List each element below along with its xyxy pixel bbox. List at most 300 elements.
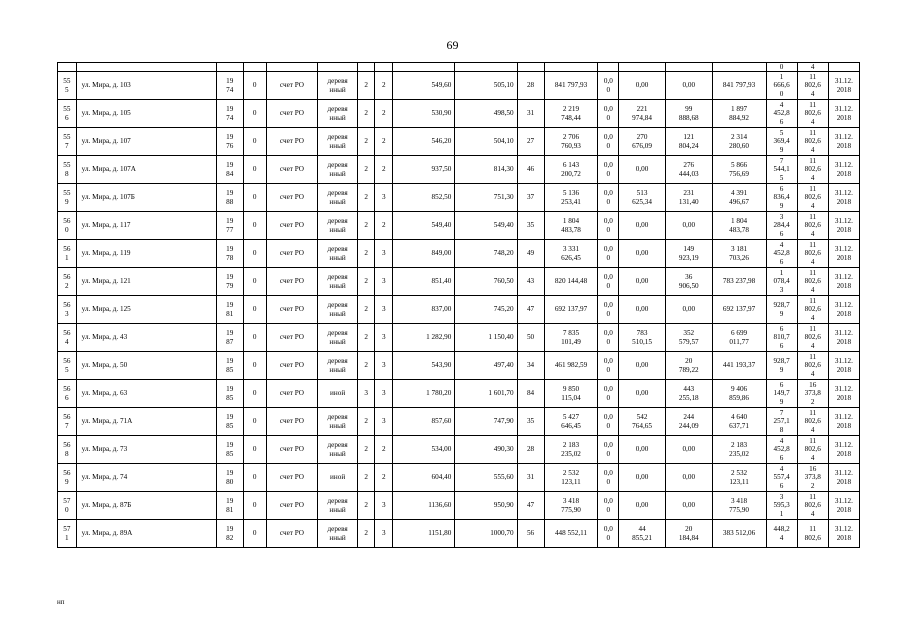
cell-deadline-line: 31.12. xyxy=(834,273,853,282)
cell-fund-remainder xyxy=(712,520,766,548)
cell-year-line: 87 xyxy=(226,337,234,346)
cell-max-cost xyxy=(797,156,828,184)
cell-residents: 31 xyxy=(517,464,544,492)
cell-year-line: 85 xyxy=(226,449,234,458)
cell-specific-cost-line: 4 xyxy=(779,100,784,109)
cell-owners-share xyxy=(665,268,712,296)
cell-budget-share-line: 0,00 xyxy=(635,389,649,398)
cell-fund-share xyxy=(598,240,619,268)
cell-specific-cost xyxy=(766,492,797,520)
cell-total-cost: 820 144,48 xyxy=(544,268,598,296)
table-row xyxy=(58,184,860,212)
cell-fund-share-line: 0,0 xyxy=(603,245,613,254)
cell-specific-cost-line: 8 xyxy=(779,425,784,434)
cell-owners-share-line: 0,00 xyxy=(682,473,696,482)
cell-total-cost: 461 982,59 xyxy=(544,352,598,380)
cell-number-line: 9 xyxy=(65,197,69,206)
cell-fund-share xyxy=(598,296,619,324)
cell-wall-material xyxy=(318,520,357,548)
cell-deadline xyxy=(828,100,859,128)
cell-specific-cost-line: 9 xyxy=(779,309,784,318)
cell-code: 0 xyxy=(243,100,266,128)
cell-max-cost xyxy=(797,380,828,408)
cell-address: ул. Мира, д. 103 xyxy=(76,72,216,100)
cell-owners-share-line: 244,09 xyxy=(678,421,699,430)
cell-total-cost: 692 137,97 xyxy=(544,296,598,324)
cell-wall-material xyxy=(318,212,357,240)
cell-number-line: 55 xyxy=(63,133,71,142)
cell-max-cost xyxy=(797,184,828,212)
cell-residents: 84 xyxy=(517,380,544,408)
cell-max-cost-line: 4 xyxy=(810,369,815,378)
cell-number-line: 57 xyxy=(63,497,71,506)
cell-total-cost-line: 3 331 xyxy=(562,245,580,254)
cell-fund: счет РО xyxy=(266,520,318,548)
cell-residents: 47 xyxy=(517,296,544,324)
cell-max-cost-line: 802,6 xyxy=(804,333,821,342)
cell-total-cost-line: 7 835 xyxy=(562,329,580,338)
cell-code: 0 xyxy=(243,212,266,240)
cell-fund: счет РО xyxy=(266,212,318,240)
cell-year-line: 19 xyxy=(226,273,234,282)
cell-entrances: 2 xyxy=(375,156,393,184)
cell-year-line: 19 xyxy=(226,469,234,478)
cell-living-area: 745,20 xyxy=(455,296,517,324)
cell-owners-share xyxy=(665,324,712,352)
cell-year-line: 74 xyxy=(226,113,234,122)
cell-living-area: 490,30 xyxy=(455,436,517,464)
cell-fund-remainder-line: 783 237,98 xyxy=(722,277,756,286)
cell-specific-cost-line: 4 xyxy=(779,533,784,542)
table-row xyxy=(58,128,860,156)
cell-code: 0 xyxy=(243,436,266,464)
table-row xyxy=(58,268,860,296)
cell-year-line: 81 xyxy=(226,309,234,318)
cell-number-line: 56 xyxy=(63,329,71,338)
cell-specific-cost-line: 9 xyxy=(779,397,784,406)
cell-fund-share-line: 0,0 xyxy=(603,441,613,450)
cell-total-cost-line: 646,45 xyxy=(561,421,581,430)
cell-fund-share-line: 0,0 xyxy=(603,385,613,394)
cell-max-cost-line: 802,6 xyxy=(804,137,821,146)
cell-fund-share xyxy=(598,128,619,156)
cell-deadline-line: 31.12. xyxy=(834,105,853,114)
cell-floors: 2 xyxy=(357,408,375,436)
cell-year-line: 19 xyxy=(226,525,234,534)
cell-total-cost-line: 2 219 xyxy=(562,105,580,114)
cell-wall-material-line: нный xyxy=(329,449,346,458)
cell-floors: 2 xyxy=(357,100,375,128)
cell-owners-share-line: 443 xyxy=(683,385,695,394)
cell-total-cost-line: 115,04 xyxy=(561,393,581,402)
cell-max-cost-line: 11 xyxy=(809,352,817,361)
cell-deadline-line: 31.12. xyxy=(834,77,853,86)
cell-max-cost-line: 4 xyxy=(810,509,815,518)
cell-wall-material-line: деревя xyxy=(327,441,348,450)
cell-max-cost-line: 802,6 xyxy=(804,361,821,370)
cell-budget-share-line: 44 xyxy=(638,525,646,534)
cell-wall-material-line: деревя xyxy=(327,413,348,422)
cell-year-line: 82 xyxy=(226,533,234,542)
cell-total-cost-line: 626,45 xyxy=(561,253,581,262)
cell-fund-share-line: 0,0 xyxy=(603,105,613,114)
cell-floors: 2 xyxy=(357,184,375,212)
cell-living-area: 1 601,70 xyxy=(455,380,517,408)
cell-wall-material-line: деревя xyxy=(327,77,348,86)
cell-total-area: 1 282,90 xyxy=(393,324,455,352)
cell-specific-cost xyxy=(766,408,797,436)
cell-total-cost xyxy=(544,240,598,268)
cell-budget-share xyxy=(619,268,666,296)
cell-specific-cost xyxy=(766,72,797,100)
cell-max-cost-line: 802,6 xyxy=(804,277,821,286)
cell-max-cost-line: 4 xyxy=(810,341,815,350)
cell-deadline-line: 2018 xyxy=(836,505,852,514)
cell-number-line: 56 xyxy=(63,413,71,422)
cell-fund-remainder-line: 280,60 xyxy=(729,141,749,150)
cell-budget-share xyxy=(619,100,666,128)
cell-specific-cost-line: 4 xyxy=(779,240,784,249)
cell-number xyxy=(58,492,77,520)
table-row xyxy=(58,72,860,100)
cell-fund-remainder-line: 6 699 xyxy=(730,329,748,338)
cell-specific-cost-line: 810,7 xyxy=(773,333,790,342)
cell-wall-material-line: деревя xyxy=(327,105,348,114)
cell-wall-material-line: нный xyxy=(329,169,346,178)
cell-owners-share-line: 923,19 xyxy=(678,253,699,262)
cell-fund-share-line: 0,0 xyxy=(603,77,613,86)
cell-total-cost: 841 797,93 xyxy=(544,72,598,100)
cell-max-cost-line: 4 xyxy=(810,117,815,126)
cell-owners-share xyxy=(665,296,712,324)
cell-number-line: 8 xyxy=(65,449,69,458)
cell-fund-share-line: 0 xyxy=(606,477,611,486)
cell-owners-share xyxy=(665,492,712,520)
cell-total-cost-line: 9 850 xyxy=(562,385,580,394)
cell-max-cost xyxy=(797,72,828,100)
cell-wall-material xyxy=(318,380,357,408)
cell-total-area: 530,90 xyxy=(393,100,455,128)
cell-wall-material-line: деревя xyxy=(327,357,348,366)
cell-fund-remainder xyxy=(712,352,766,380)
cell-total-cost-line: 3 418 xyxy=(562,497,580,506)
cell-budget-share xyxy=(619,464,666,492)
cell-number-line: 4 xyxy=(65,337,69,346)
cell-entrances: 3 xyxy=(375,520,393,548)
cell-owners-share xyxy=(665,212,712,240)
cell-specific-cost-line: 595,3 xyxy=(773,501,790,510)
cell-number xyxy=(58,352,77,380)
cell-total-cost xyxy=(544,436,598,464)
cell-budget-share-line: 0,00 xyxy=(635,277,649,286)
cell-budget-share xyxy=(619,380,666,408)
cell-number xyxy=(58,380,77,408)
cell-specific-cost-line: 3 xyxy=(779,212,784,221)
cell-max-cost-line: 4 xyxy=(810,285,815,294)
cell-specific-cost xyxy=(766,380,797,408)
cell-deadline-line: 2018 xyxy=(836,281,852,290)
cell-owners-share xyxy=(665,100,712,128)
cell-number-line: 56 xyxy=(63,245,71,254)
cell-residents: 35 xyxy=(517,212,544,240)
cell-budget-share-line: 676,09 xyxy=(632,141,652,150)
cell-owners-share xyxy=(665,520,712,548)
cell-max-cost-line: 11 xyxy=(809,212,817,221)
cell-budget-share-line: 0,00 xyxy=(635,81,649,90)
cell-number-line: 56 xyxy=(63,385,71,394)
cell-wall-material-line: нный xyxy=(329,505,346,514)
cell-year-line: 19 xyxy=(226,105,234,114)
cell-deadline-line: 2018 xyxy=(836,421,852,430)
cell-number xyxy=(58,156,77,184)
cell-code: 0 xyxy=(243,520,266,548)
cell-budget-share xyxy=(619,352,666,380)
cell-wall-material-line: деревя xyxy=(327,329,348,338)
cell-fund-remainder xyxy=(712,212,766,240)
cell-deadline xyxy=(828,352,859,380)
cell-deadline xyxy=(828,268,859,296)
cell-year xyxy=(216,436,243,464)
cell-fund-share xyxy=(598,184,619,212)
cell-fund-share-line: 0 xyxy=(606,141,611,150)
cell-deadline-line: 2018 xyxy=(836,309,852,318)
cell-living-area: 555,60 xyxy=(455,464,517,492)
cell-year xyxy=(216,128,243,156)
cell-specific-cost-line: 6 xyxy=(779,117,784,126)
cell-floors: 2 xyxy=(357,268,375,296)
cell-total-cost xyxy=(544,464,598,492)
cell-fund: счет РО xyxy=(266,240,318,268)
cell-entrances: 3 xyxy=(375,296,393,324)
cell-max-cost-line: 373,8 xyxy=(804,389,821,398)
cell-wall-material xyxy=(318,128,357,156)
cell-wall-material xyxy=(318,184,357,212)
cell-fund-remainder-line: 692 137,97 xyxy=(722,305,756,314)
cell-year-line: 77 xyxy=(226,225,234,234)
cell-fund-share xyxy=(598,324,619,352)
cell-year-line: 19 xyxy=(226,413,234,422)
cell-total-cost-line: 775,90 xyxy=(561,505,581,514)
cell-wall-material-line: нный xyxy=(329,309,346,318)
cell-fund-share-line: 0 xyxy=(606,113,611,122)
cell-wall-material xyxy=(318,268,357,296)
cell-fund-remainder-line: 637,71 xyxy=(729,421,749,430)
cell-deadline-line: 2018 xyxy=(836,365,852,374)
cell-total-cost xyxy=(544,184,598,212)
cell-entrances: 2 xyxy=(375,128,393,156)
cell-budget-share xyxy=(619,72,666,100)
cell-year xyxy=(216,492,243,520)
cell-fund-share xyxy=(598,408,619,436)
cell-fund-remainder-line: 383 512,06 xyxy=(722,529,756,538)
cell-budget-share-line: 974,84 xyxy=(632,113,652,122)
cell-specific-cost xyxy=(766,100,797,128)
cell-deadline xyxy=(828,72,859,100)
cell-number-line: 5 xyxy=(65,85,69,94)
cell-fund-share-line: 0 xyxy=(606,505,611,514)
cell-living-area: 504,10 xyxy=(455,128,517,156)
cell-year-line: 19 xyxy=(226,385,234,394)
cell-fund-remainder xyxy=(712,240,766,268)
cell-fund-remainder-line: 4 391 xyxy=(730,189,748,198)
cell-budget-share-line: 0,00 xyxy=(635,249,649,258)
cell-deadline-line: 31.12. xyxy=(834,329,853,338)
cell-deadline-line: 2018 xyxy=(836,393,852,402)
cell-deadline-line: 2018 xyxy=(836,225,852,234)
cell-total-cost xyxy=(544,492,598,520)
cell-year xyxy=(216,212,243,240)
cell-fund-share-line: 0,0 xyxy=(603,273,613,282)
cell-owners-share-line: 231 xyxy=(683,189,695,198)
cell-specific-cost-line: 452,8 xyxy=(773,249,790,258)
cell-max-cost-line: 4 xyxy=(810,145,815,154)
cell-owners-share-line: 36 xyxy=(685,273,693,282)
cell-fund-remainder-line: 1 897 xyxy=(730,105,748,114)
cell-fund-share xyxy=(598,492,619,520)
cell-year-line: 85 xyxy=(226,365,234,374)
cell-total-area: 837,00 xyxy=(393,296,455,324)
cell-year-line: 19 xyxy=(226,497,234,506)
cell-deadline xyxy=(828,212,859,240)
cell-deadline-line: 31.12. xyxy=(834,469,853,478)
cell-fund-share-line: 0 xyxy=(606,169,611,178)
housing-register-table xyxy=(57,62,860,548)
cell-fund-remainder xyxy=(712,156,766,184)
cell-wall-material-line: нный xyxy=(329,421,346,430)
cell-code: 0 xyxy=(243,72,266,100)
cell-fund-share-line: 0,0 xyxy=(603,189,613,198)
cell-wall-material-line: нный xyxy=(329,533,346,542)
cell-fund-share xyxy=(598,268,619,296)
cell-total-cost-line: 760,93 xyxy=(561,141,581,150)
cell-wall-material-line: деревя xyxy=(327,497,348,506)
cell-specific-cost xyxy=(766,212,797,240)
cell-wall-material-line: нный xyxy=(329,337,346,346)
cell-specific-cost-line: 149,7 xyxy=(773,389,790,398)
cell-fund-share xyxy=(598,464,619,492)
cell-total-cost-line: 123,11 xyxy=(561,477,581,486)
cell-total-area: 851,40 xyxy=(393,268,455,296)
cell-deadline-line: 31.12. xyxy=(834,161,853,170)
cell-fund-share xyxy=(598,212,619,240)
cell-address: ул. Мира, д. 119 xyxy=(76,240,216,268)
cell-residents: 56 xyxy=(517,520,544,548)
cell-fund-remainder-line: 1 804 xyxy=(730,217,748,226)
cell-specific-cost-line: 9 xyxy=(779,145,784,154)
cell-fund-remainder-line: 3 181 xyxy=(730,245,748,254)
page-number: 69 xyxy=(446,38,459,52)
cell-number-line: 55 xyxy=(63,77,71,86)
cell-year xyxy=(216,156,243,184)
cell-max-cost-line: 802,6 xyxy=(804,533,821,542)
cell-fund: счет РО xyxy=(266,380,318,408)
cell-total-area: 549,60 xyxy=(393,72,455,100)
cell-owners-share-line: 20 xyxy=(685,357,693,366)
cell-fund-share-line: 0 xyxy=(606,421,611,430)
cell-owners-share xyxy=(665,408,712,436)
cell-entrances: 3 xyxy=(375,184,393,212)
cell-total-cost-line: 5 136 xyxy=(562,189,580,198)
cell-max-cost-line: 4 xyxy=(810,201,815,210)
cell-specific-cost-line: 928,7 xyxy=(773,357,790,366)
cell-fund-remainder xyxy=(712,380,766,408)
cell-number-line: 55 xyxy=(63,105,71,114)
cell-budget-share xyxy=(619,296,666,324)
cell-budget-share-line: 0,00 xyxy=(635,305,649,314)
table-row xyxy=(58,100,860,128)
cell-number-line: 55 xyxy=(63,189,71,198)
cell-fund-share-line: 0 xyxy=(606,449,611,458)
cell-year-line: 80 xyxy=(226,477,234,486)
cell-fund-remainder-line: 441 193,37 xyxy=(722,361,756,370)
cell-fund-share-line: 0,0 xyxy=(603,497,613,506)
cell-budget-share xyxy=(619,156,666,184)
cell-specific-cost-line: 666,6 xyxy=(773,81,790,90)
cell-number xyxy=(58,212,77,240)
cell-wall-material-line: нный xyxy=(329,141,346,150)
cell-wall-material-line: деревя xyxy=(327,217,348,226)
cell-max-cost-line: 11 xyxy=(809,268,817,277)
cell-total-cost-line: 2 183 xyxy=(562,441,580,450)
cell-specific-cost-line: 3 xyxy=(779,285,784,294)
cell-fund-remainder-line: 775,90 xyxy=(729,505,749,514)
cell-deadline-line: 31.12. xyxy=(834,217,853,226)
cell-living-area: 549,40 xyxy=(455,212,517,240)
cell-specific-cost xyxy=(766,464,797,492)
cell-deadline-line: 31.12. xyxy=(834,133,853,142)
cell-specific-cost-line: 452,8 xyxy=(773,445,790,454)
cell-specific-cost-line: 369,4 xyxy=(773,137,790,146)
cell-living-area: 747,90 xyxy=(455,408,517,436)
cell-deadline-line: 31.12. xyxy=(834,497,853,506)
cell-fund: счет РО xyxy=(266,464,318,492)
cell-specific-cost-line: 3 xyxy=(779,492,784,501)
cell-fund-share-line: 0 xyxy=(606,337,611,346)
cell-year-line: 78 xyxy=(226,253,234,262)
table-row xyxy=(58,520,860,548)
cell-fund-share-line: 0,0 xyxy=(603,161,613,170)
cell-specific-cost-line: 257,1 xyxy=(773,417,790,426)
cell-max-cost xyxy=(797,408,828,436)
cell-residents: 49 xyxy=(517,240,544,268)
cell-owners-share-line: 0,00 xyxy=(682,445,696,454)
cell-wall-material-line: деревя xyxy=(327,301,348,310)
cell-year-line: 19 xyxy=(226,357,234,366)
cell-entrances: 3 xyxy=(375,240,393,268)
cell-number-line: 57 xyxy=(63,525,71,534)
cell-number xyxy=(58,100,77,128)
cell-budget-share-line: 221 xyxy=(636,105,648,114)
cell-code: 0 xyxy=(243,408,266,436)
cell-owners-share-line: 244 xyxy=(683,413,695,422)
cell-max-cost-line: 2 xyxy=(810,397,815,406)
cell-number xyxy=(58,128,77,156)
cell-owners-share-line: 0,00 xyxy=(682,305,696,314)
cell-owners-share-line: 789,22 xyxy=(678,365,699,374)
cell-year-line: 84 xyxy=(226,169,234,178)
cell-owners-share-line: 579,57 xyxy=(678,337,699,346)
cell-total-area: 937,50 xyxy=(393,156,455,184)
table-row xyxy=(58,240,860,268)
cell-specific-cost-line: 6 xyxy=(779,341,784,350)
cell-wall-material-line: иной xyxy=(330,473,346,482)
cell-wall-material xyxy=(318,72,357,100)
cell-budget-share xyxy=(619,212,666,240)
cell-living-area: 751,30 xyxy=(455,184,517,212)
cell-wall-material-line: нный xyxy=(329,281,346,290)
cell-specific-cost-line: 1 xyxy=(779,509,784,518)
cell-residents: 35 xyxy=(517,408,544,436)
